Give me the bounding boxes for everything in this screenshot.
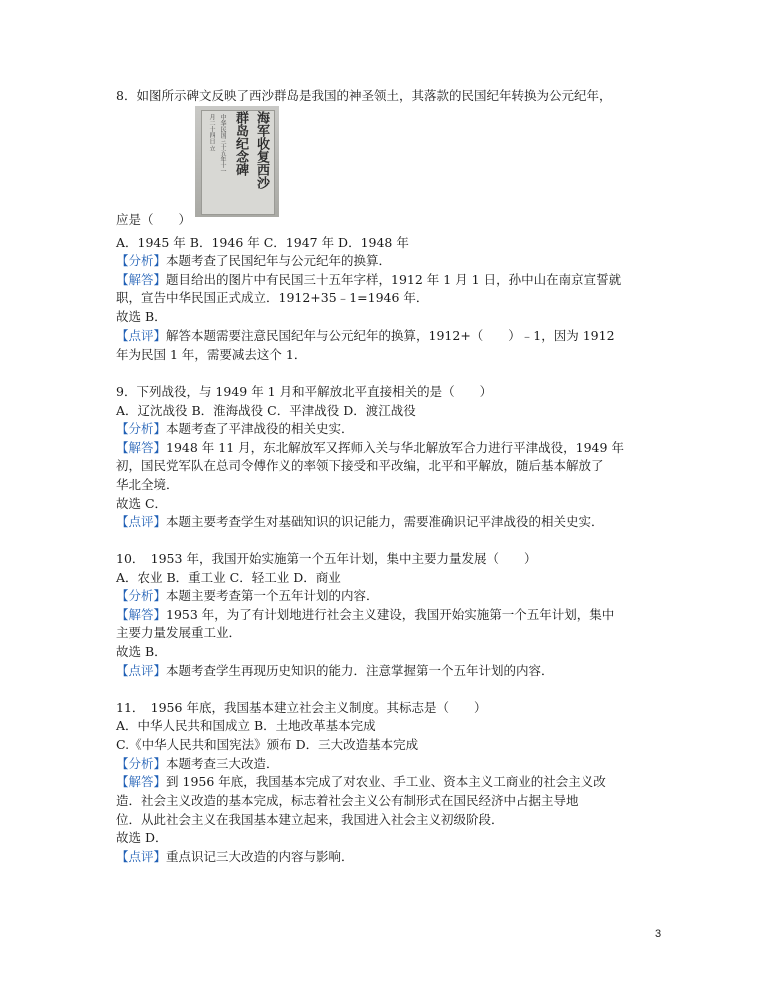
q10-stem: 10． 1953 年，我国开始实施第一个五年计划，集中主要力量发展（ ） [116, 551, 537, 566]
analysis-text: 本题考查了民国纪年与公元纪年的换算． [166, 253, 392, 268]
q8-options: A．1945 年 B．1946 年 C．1947 年 D．1948 年 [116, 235, 409, 250]
q8-stem: 8．如图所示碑文反映了西沙群岛是我国的神圣领土，其落款的民国纪年转换为公元纪年， [116, 88, 612, 103]
q10-answer-2: 主要力量发展重工业． [116, 625, 242, 640]
answer-text: 1948 年 11 月，东北解放军又挥师入关与华北解放军合力进行平津战役，1949 年 [166, 440, 624, 455]
answer-tag: 【解答】 [116, 774, 167, 789]
stone-inscription-col1: 海军收复西沙 [254, 111, 269, 189]
answer-tag: 【解答】 [116, 440, 167, 455]
q10-analysis [116, 588, 379, 604]
q11-answer-2: 造．社会主义改造的基本完成，标志着社会主义公有制形式在国民经济中占据主导地 [116, 793, 579, 808]
q8-answer-1 [116, 272, 621, 288]
q11-choice: 故选 D． [116, 830, 168, 845]
analysis-tag: 【分析】 [116, 588, 167, 603]
comment-text: 本题主要考查学生对基础知识的识记能力，需要准确识记平津战役的相关史实． [166, 514, 604, 529]
analysis-tag: 【分析】 [116, 253, 167, 268]
q8-choice: 故选 B． [116, 309, 167, 324]
memorial-stone-photo [195, 106, 279, 217]
answer-tag: 【解答】 [116, 607, 167, 622]
comment-text: 本题考查学生再现历史知识的能力．注意掌握第一个五年计划的内容． [166, 663, 554, 678]
q9-analysis [116, 421, 354, 437]
q8-answer-2: 职，宣告中华民国正式成立．1912+35﹣1=1946 年． [116, 290, 429, 305]
q11-options-1: A．中华人民共和国成立 B．土地改革基本完成 [116, 718, 376, 733]
q10-comment [116, 663, 554, 679]
answer-tag: 【解答】 [116, 272, 167, 287]
q8-comment-2: 年为民国 1 年，需要减去这个 1． [116, 347, 307, 362]
answer-text: 到 1956 年底，我国基本完成了对农业、手工业、资本主义工商业的社会主义改 [166, 774, 606, 789]
q9-comment [116, 514, 604, 530]
comment-text: 重点识记三大改造的内容与影响． [166, 849, 354, 864]
q11-comment [116, 849, 354, 865]
comment-tag: 【点评】 [116, 514, 167, 529]
stone-inscription-col2: 群岛纪念碑 [233, 111, 248, 176]
stone-inscription-small1: 中华民国三十五年十一 [219, 114, 226, 174]
analysis-text: 本题主要考查第一个五年计划的内容． [166, 588, 379, 603]
analysis-text: 本题考查三大改造． [166, 756, 279, 771]
q10-options: A．农业 B．重工业 C．轻工业 D．商业 [116, 570, 341, 585]
stone-inscription-small2: 月二十四日 立 [208, 114, 215, 152]
page-number: 3 [655, 928, 662, 940]
q11-analysis [116, 756, 279, 772]
comment-tag: 【点评】 [116, 328, 167, 343]
q9-choice: 故选 C． [116, 496, 168, 511]
q8-analysis [116, 253, 391, 269]
q9-answer-1 [116, 440, 624, 456]
q9-answer-3: 华北全境． [116, 477, 179, 492]
analysis-tag: 【分析】 [116, 421, 167, 436]
q10-choice: 故选 B． [116, 644, 167, 659]
q8-comment-1 [116, 328, 615, 344]
q9-stem: 9．下列战役，与 1949 年 1 月和平解放北平直接相关的是（ ） [116, 384, 493, 399]
analysis-text: 本题考查了平津战役的相关史实． [166, 421, 354, 436]
comment-text: 解答本题需要注意民国纪年与公元纪年的换算，1912+（ ）﹣1，因为 1912 [166, 328, 615, 343]
q9-options: A．辽沈战役 B．淮海战役 C．平津战役 D．渡江战役 [116, 403, 416, 418]
analysis-tag: 【分析】 [116, 756, 167, 771]
answer-text: 题目给出的图片中有民国三十五年字样，1912 年 1 月 1 日，孙中山在南京宣誓就 [166, 272, 622, 287]
q11-answer-1 [116, 774, 606, 790]
q11-stem: 11． 1956 年底，我国基本建立社会主义制度。其标志是（ ） [116, 700, 487, 715]
answer-text: 1953 年，为了有计划地进行社会主义建设，我国开始实施第一个五年计划，集中 [166, 607, 615, 622]
q9-answer-2: 初，国民党军队在总司令傅作义的率领下接受和平改编，北平和平解放，随后基本解放了 [116, 458, 604, 473]
q11-options-2: C.《中华人民共和国宪法》颁布 D．三大改造基本完成 [116, 737, 419, 752]
q11-answer-3: 位．从此社会主义在我国基本建立起来，我国进入社会主义初级阶段． [116, 812, 504, 827]
comment-tag: 【点评】 [116, 663, 167, 678]
comment-tag: 【点评】 [116, 849, 167, 864]
q8-stem-end: 应是（ ） [116, 212, 192, 227]
q10-answer-1 [116, 607, 614, 623]
